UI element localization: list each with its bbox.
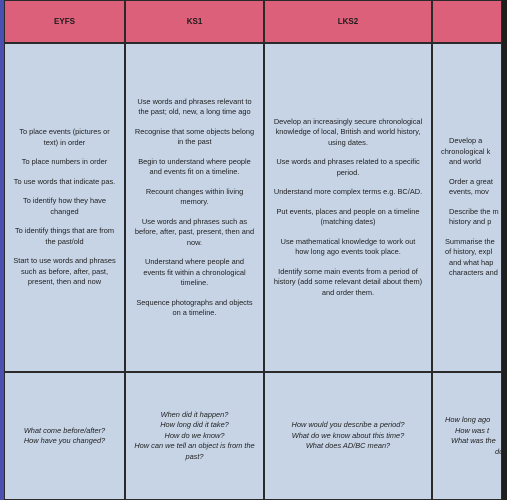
ks1-objective: Recount changes within living memory.	[145, 186, 244, 206]
uks2-objective-line: Describe the m	[449, 206, 499, 216]
uks2-objective-line: Develop a	[449, 136, 483, 146]
ks1-objective: Sequence photographs and objects on a timeline.	[136, 297, 253, 317]
ks1-questions-cell	[125, 372, 264, 500]
ks1-objective: Understand where people and events fit within a chronological timeline.	[143, 257, 246, 287]
eyfs-objective: To identify how they have changed	[23, 196, 106, 216]
uks2-objectives-cell	[432, 43, 502, 372]
eyfs-question: What come before/after?	[23, 425, 106, 435]
uks2-objective-line: history and p	[449, 217, 492, 227]
eyfs-questions-cell	[4, 372, 125, 500]
eyfs-objective: Start to use words and phrases such as before, after, past, present, then and now	[13, 256, 116, 287]
ks1-objective: Recognise that some objects belong in the past	[134, 126, 255, 146]
uks2-question-line: How was t	[455, 425, 490, 435]
ks1-question: When did it happen?	[160, 409, 229, 419]
lks2-objectives-cell	[264, 43, 432, 372]
ks1-objective: Begin to understand where people and events fit on a timeline.	[138, 156, 251, 176]
ks1-objective: Use words and phrases relevant to the past; old, new, a long time ago	[137, 96, 252, 116]
header-lks2: LKS2	[264, 0, 432, 43]
uks2-questions-cell	[432, 372, 507, 500]
lks2-question: What do we know about this time?	[291, 430, 405, 440]
eyfs-objectives-cell	[4, 43, 125, 372]
uks2-objective-line: of history, expl	[445, 247, 493, 257]
lks2-objective: Develop an increasingly secure chronological knowledge of local, British and world history, using dates.	[273, 116, 423, 147]
uks2-objective-line: chronological k	[441, 146, 491, 156]
ks1-question: How do we know?	[164, 430, 225, 440]
header-uks2	[432, 0, 502, 43]
uks2-question-line: duri	[495, 446, 507, 456]
uks2-objective-line: Summarise the	[445, 236, 495, 246]
lks2-question: What does AD/BC mean?	[305, 441, 391, 451]
uks2-objective-line: and world	[449, 157, 482, 167]
eyfs-objective: To place numbers in order	[21, 157, 108, 167]
ks1-objective: Use words and phrases such as before, after, past, present, then and now.	[134, 216, 255, 247]
eyfs-question: How have you changed?	[23, 436, 106, 445]
uks2-question-line: What was the	[451, 436, 496, 445]
eyfs-objective: To use words that indicate pas.	[13, 176, 116, 186]
header-eyfs: EYFS	[4, 0, 125, 43]
lks2-objective: Use words and phrases related to a specific period.	[276, 157, 420, 177]
uks2-question-line: How long ago	[445, 415, 491, 424]
uks2-objective-line: events, mov	[449, 187, 489, 197]
uks2-objective-line: characters and	[449, 268, 498, 278]
eyfs-objective: To place events (pictures or text) in order	[19, 127, 110, 147]
lks2-questions-cell	[264, 372, 432, 500]
lks2-objective: Put events, places and people on a timeline (matching dates)	[276, 206, 420, 227]
ks1-objectives-cell	[125, 43, 264, 372]
lks2-objective: Understand more complex terms e.g. BC/AD.	[273, 187, 423, 197]
ks1-question: How can we tell an object is from the past?	[134, 441, 255, 461]
ks1-question: How long did it take?	[160, 420, 229, 430]
uks2-objective-line: and what hap	[449, 257, 494, 267]
lks2-objective: Identify some main events from a period of history (add some relevant detail about them) and order them.	[273, 266, 423, 297]
header-ks1: KS1	[125, 0, 264, 43]
lks2-question: How would you describe a period?	[291, 420, 405, 430]
uks2-objective-line: Order a great	[449, 176, 493, 186]
lks2-objective: Use mathematical knowledge to work out how long ago events took place.	[280, 236, 416, 257]
eyfs-objective: To identify things that are from the past/old	[14, 226, 114, 246]
